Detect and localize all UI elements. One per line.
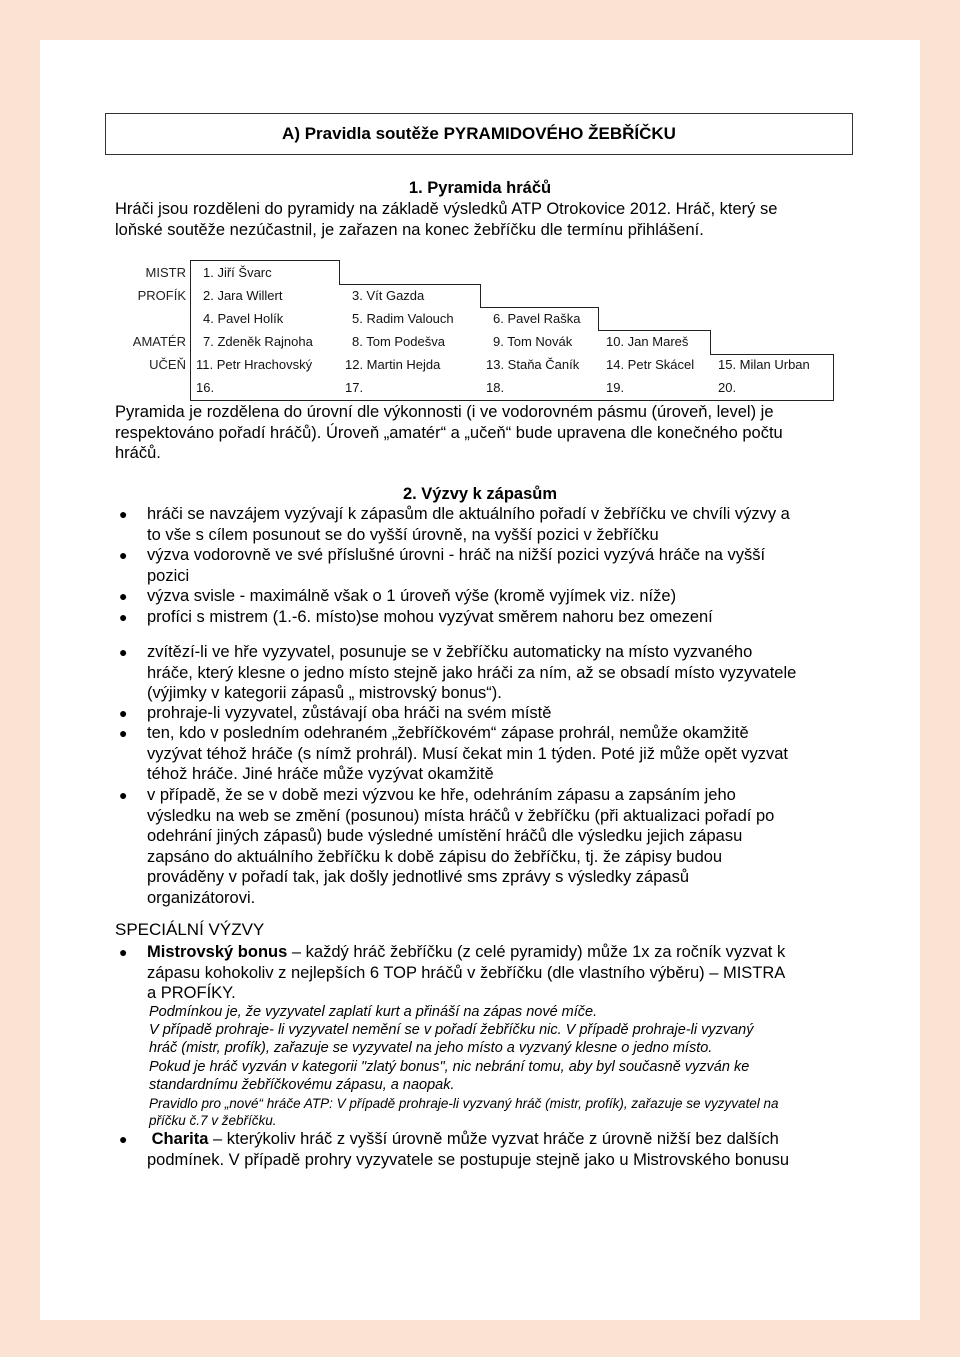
pyramid-cell: 15. Milan Urban (718, 357, 810, 372)
pyramid-cell: 9. Tom Novák (493, 334, 573, 349)
list-item-line: výzva svisle - maximálně však o 1 úroveň výše (kromě vyjímek viz. níže) (147, 587, 677, 605)
list-item-line: podmínek. V případě prohry vyzyvatele se postupuje stejně jako u Mistrovského bonusu (147, 1150, 790, 1169)
list-item-line: to vše s cílem posunout se do vyšší úrovně, na vyšší pozici v žebříčku (147, 525, 659, 544)
pyramid-cell: 18. (486, 380, 505, 395)
bonus-title: Mistrovský bonus (147, 943, 288, 961)
list-item (119, 545, 847, 586)
pyramid-note-line2: respektováno pořadí hráčů). Úroveň „amatér“ a „učeň“ bude upravena dle konečného počtu (115, 424, 783, 442)
list-item-line: téhož hráče. Jiné hráče může vyzývat okamžitě (147, 765, 494, 783)
list-item-line: profíci s mistrem (1.-6. místo)se mohou vyzývat směrem nahoru bez omezení (147, 608, 713, 626)
bullet-icon: ● (119, 547, 128, 563)
pyramid-cell: 5. Radim Valouch (352, 311, 454, 326)
pyramid-cell: 19. (606, 380, 625, 395)
list-item (119, 607, 847, 628)
bonus-text: – každý hráč žebříčku (z celé pyramidy) může 1x za ročník vyzvat k (287, 943, 786, 961)
bonus-note: standardnímu žebříčkovému zápasu, a naopak. (149, 1077, 455, 1093)
list-item-line: (výjimky v kategorii zápasů „ mistrovský bonus“). (147, 684, 502, 702)
pyramid-cell: 17. (345, 380, 364, 395)
bonus-note-small: Pravidlo pro „nové“ hráče ATP: V případě prohraje-li vyzvaný hráč (mistr, profík), zařazuje se vyzyvatel na (149, 1096, 779, 1111)
list-item (119, 785, 847, 908)
charity-title: Charita (151, 1130, 209, 1148)
list-item (119, 942, 847, 1004)
level-label-mistr: MISTR (145, 265, 186, 280)
level-label-ucen: UČEŇ (149, 357, 186, 372)
level-label-profik: PROFÍK (137, 288, 186, 303)
pyramid-line (480, 307, 599, 308)
pyramid-cell: 8. Tom Podešva (352, 334, 445, 349)
pyramid-line (339, 260, 340, 284)
bonus-note: Podmínkou je, že vyzyvatel zaplatí kurt a přináší na zápas nové míče. (149, 1004, 598, 1020)
section1-intro-line2: loňské soutěže nezúčastnil, je zařazen na konec žebříčku dle termínu přihlášení. (115, 221, 704, 239)
list-item-line: hráče, který klesne o jedno místo stejně jako hráči za ním, až se obsadí místo vyzyvatele (147, 663, 797, 682)
pyramid-line (598, 330, 710, 331)
pyramid-line (710, 354, 834, 355)
list-item (119, 504, 847, 545)
bullet-icon: ● (119, 609, 128, 625)
list-item-line: prohraje-li vyzyvatel, zůstávají oba hráči na svém místě (147, 704, 552, 722)
pyramid-cell: 12. Martin Hejda (345, 357, 441, 372)
list-item-line: pozici (147, 566, 190, 585)
list-item (119, 723, 847, 785)
section2-heading: 2. Výzvy k zápasům (402, 485, 558, 503)
list-item-line: prováděny v pořadí tak, jak došly jednotlivé sms zprávy s výsledky zápasů (147, 868, 690, 886)
list-item-line: hráči se navzájem vyzývají k zápasům dle aktuálního pořadí v žebříčku ve chvíli výzvy a (147, 505, 790, 523)
pyramid-cell: 11. Petr Hrachovský (196, 357, 313, 372)
list-item (119, 642, 847, 704)
pyramid-line (833, 354, 834, 400)
pyramid-cell: 14. Petr Skácel (606, 357, 695, 372)
pyramid-line (190, 400, 834, 401)
bonus-note: hráč (mistr, profík), zařazuje se vyzyvatel na jeho místo a vyzvaný klesne o jedno místo. (149, 1040, 713, 1056)
list-item-line: zvítězí-li ve hře vyzyvatel, posunuje se v žebříčku automaticky na místo vyzvaného (147, 643, 753, 661)
pyramid-line (710, 330, 711, 354)
pyramid-cell: 1. Jiří Švarc (203, 265, 272, 280)
pyramid-cell: 10. Jan Mareš (606, 334, 689, 349)
pyramid-line (339, 284, 480, 285)
bullet-icon: ● (119, 644, 128, 660)
bullet-icon: ● (119, 725, 128, 741)
bullet-icon: ● (119, 1131, 128, 1147)
document-title: A) Pravidla soutěže PYRAMIDOVÉHO ŽEBŘÍČKU (105, 113, 853, 155)
list-item (119, 703, 847, 724)
list-item-line: výzva vodorovně ve své příslušné úrovni - hráč na nižší pozici vyzývá hráče na vyšší (147, 546, 766, 564)
pyramid-cell: 6. Pavel Raška (493, 311, 581, 326)
bullet-icon: ● (119, 588, 128, 604)
pyramid-note-line1: Pyramida je rozdělena do úrovní dle výkonnosti (i ve vodorovném pásmu (úroveň, level) je (115, 403, 774, 421)
list-item-line: zapsáno do aktuálního žebříčku k době zápisu do žebříčku, tj. že zápisy budou (147, 847, 723, 866)
pyramid-line (598, 307, 599, 330)
list-item-line: a PROFÍKY. (147, 984, 236, 1002)
level-label-amater: AMATÉR (132, 334, 186, 349)
bonus-note: V případě prohraje- li vyzyvatel nemění se v pořadí žebříčku nic. V případě prohraje-li vyzvaný (149, 1022, 754, 1038)
list-item-line: v případě, že se v době mezi výzvou ke hře, odehráním zápasu a zapsáním jeho (147, 786, 736, 804)
bonus-note-small: příčku č.7 v žebříčku. (149, 1113, 277, 1128)
section1-heading: 1. Pyramida hráčů (408, 179, 552, 197)
pyramid-line (480, 284, 481, 307)
special-heading: SPECIÁLNÍ VÝZVY (115, 920, 265, 939)
pyramid-cell: 20. (718, 380, 737, 395)
pyramid-left-border (190, 260, 191, 400)
list-item-line: vyzývat téhož hráče (s nímž prohrál). Musí čekat min 1 týden. Poté již může opět vyzvat (147, 744, 789, 763)
bullet-icon: ● (119, 705, 128, 721)
bullet-icon: ● (119, 787, 128, 803)
list-item-line: zápasu kohokoliv z nejlepších 6 TOP hráčů v žebříčku (dle vlastního výběru) – MISTRA (147, 963, 786, 982)
pyramid-note-line3: hráčů. (115, 444, 161, 462)
bullet-icon: ● (119, 944, 128, 960)
list-item (119, 586, 847, 607)
pyramid-cell: 2. Jara Willert (203, 288, 283, 303)
bullet-icon: ● (119, 506, 128, 522)
list-item-line: ten, kdo v posledním odehraném „žebříčkovém“ zápase prohrál, nemůže okamžitě (147, 724, 749, 742)
pyramid-cell: 13. Staňa Čaník (486, 357, 580, 372)
pyramid-cell: 3. Vít Gazda (352, 288, 425, 303)
pyramid-cell: 16. (196, 380, 215, 395)
list-item (119, 1129, 847, 1170)
pyramid-cell: 7. Zdeněk Rajnoha (203, 334, 313, 349)
pyramid-cell: 4. Pavel Holík (203, 311, 284, 326)
charity-text: – kterýkoliv hráč z vyšší úrovně může vyzvat hráče z úrovně nižší bez dalších (208, 1130, 779, 1148)
list-item-line: odehrání jiných zápasů) bude výsledné umístění hráčů dle výsledku jejich zápasu (147, 827, 743, 845)
pyramid-line (190, 260, 339, 261)
list-item-line: organizátorovi. (147, 888, 256, 907)
list-item-line: výsledku na web se změní (posunou) místa hráčů v žebříčku (při aktualizaci pořadí po (147, 806, 775, 825)
bonus-note: Pokud je hráč vyzván v kategorii "zlatý bonus", nic nebrání tomu, aby byl současně vyzván ke (149, 1059, 750, 1075)
section1-intro-line1: Hráči jsou rozděleni do pyramidy na základě výsledků ATP Otrokovice 2012. Hráč, který se (115, 200, 778, 218)
